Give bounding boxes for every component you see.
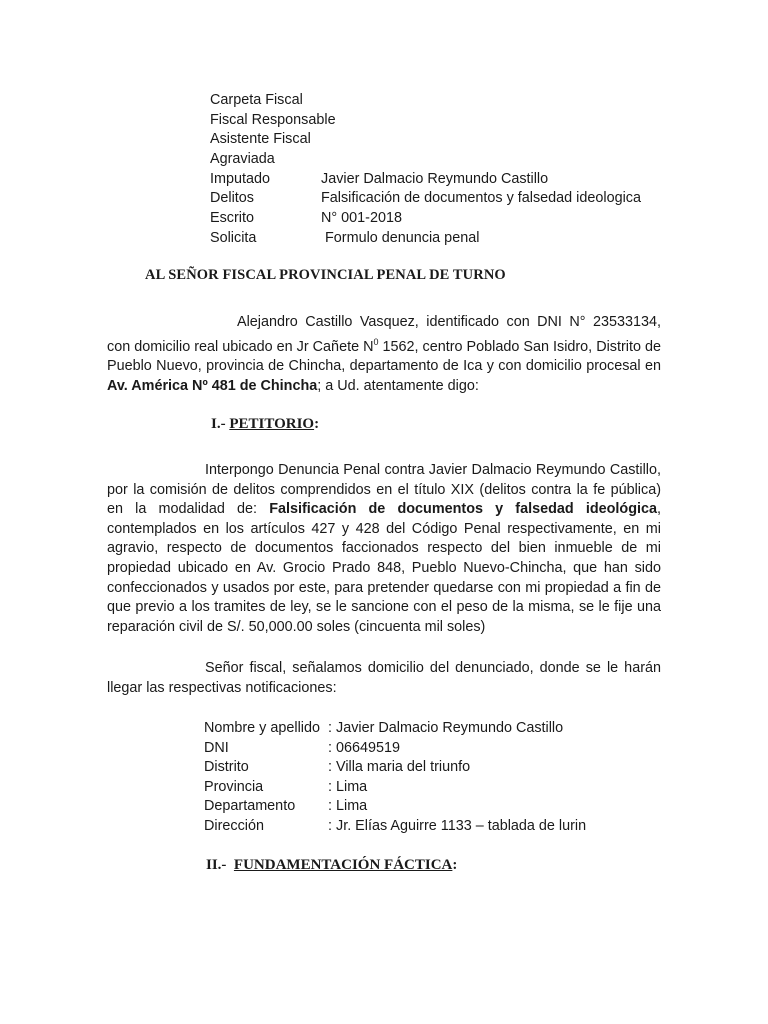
section-petitorio-heading — [211, 416, 319, 433]
detail-value: : Lima — [328, 779, 368, 795]
detail-label: Departamento — [204, 798, 296, 814]
header-label: Delitos — [210, 190, 254, 206]
section-number: II.- — [206, 857, 234, 873]
detail-value: : 06649519 — [328, 740, 401, 756]
intro-address-bold: Av. América Nº 481 de Chincha — [107, 377, 318, 394]
domicilio-text: Señor fiscal, señalamos domicilio del denunciado, donde se le harán llegar las respectivas notificaciones: — [107, 660, 661, 696]
header-label: Carpeta Fiscal — [210, 92, 303, 108]
header-value: Javier Dalmacio Reymundo Castillo — [321, 171, 549, 187]
intro-text-1: Alejandro Castillo Vasquez, identificado con DNI N° 23533134, con domicilio real ubicado en Jr Cañete N — [107, 314, 661, 355]
detail-value: : Javier Dalmacio Reymundo Castillo — [328, 720, 564, 736]
detail-value: : Jr. Elías Aguirre 1133 – tablada de lurin — [328, 818, 587, 834]
petitorio-crime-bold: Falsificación de documentos y falsedad ideológica — [269, 501, 658, 518]
header-value: N° 001-2018 — [321, 210, 402, 226]
header-value: Formulo denuncia penal — [321, 230, 480, 246]
header-label: Fiscal Responsable — [210, 112, 336, 128]
section-title: FUNDAMENTACIÓN FÁCTICA — [233, 857, 453, 873]
detail-value: : Lima — [328, 798, 368, 814]
detail-label: Distrito — [204, 759, 249, 775]
detail-label: Dirección — [204, 818, 264, 834]
intro-text-2: 1562, centro Poblado San Isidro, Distrito de Pueblo Nuevo, provincia de Chincha, departamento de Ica y con domicilio procesal en — [107, 338, 661, 374]
section-suffix: : — [314, 416, 320, 432]
header-label: Agraviada — [210, 151, 275, 167]
petitorio-text-2: , contemplados en los artículos 427 y 428 del Código Penal respectivamente, en mi agravio, respecto de documentos faccionados respecto del bien inmueble de mi propiedad ubicado en Av. Grocio Prado 848, Pueblo Nuevo-Chincha, que han sido confeccionados y usados por este, para pretender quedarse con mi propiedad a fin de que previo a los tramites de ley, se le sancione con el peso de la misma, se le fije una reparación civil de S/. 50,000.00 soles (cincuenta mil soles) — [107, 501, 662, 635]
header-label: Asistente Fiscal — [210, 131, 311, 147]
header-label: Solicita — [210, 230, 257, 246]
section-number: I.- — [211, 416, 230, 432]
petitorio-text-1: Interpongo Denuncia Penal contra Javier Dalmacio Reymundo Castillo, por la comisión de delitos comprendidos en el título XIX (delitos contra la fe pública) en la modalidad de: — [107, 462, 661, 518]
header-label: Escrito — [210, 210, 254, 226]
addressee-heading: AL SEÑOR FISCAL PROVINCIAL PENAL DE TURNO — [145, 267, 506, 283]
header-label: Imputado — [210, 171, 271, 187]
header-value: Falsificación de documentos y falsedad ideologica — [321, 190, 641, 206]
domicilio-paragraph — [107, 659, 661, 698]
intro-superscript: 0 — [373, 336, 379, 347]
detail-label: Nombre y apellido — [204, 720, 320, 736]
petitorio-paragraph — [107, 461, 661, 637]
section-suffix: : — [452, 857, 458, 873]
detail-label: Provincia — [204, 779, 264, 795]
section-title: PETITORIO — [229, 416, 315, 432]
intro-text-3: ; a Ud. atentamente digo: — [317, 377, 479, 394]
detail-value: : Villa maria del triunfo — [328, 759, 471, 775]
section-fundamentacion-heading — [206, 857, 457, 874]
intro-paragraph — [107, 313, 661, 396]
detail-label: DNI — [204, 740, 229, 756]
